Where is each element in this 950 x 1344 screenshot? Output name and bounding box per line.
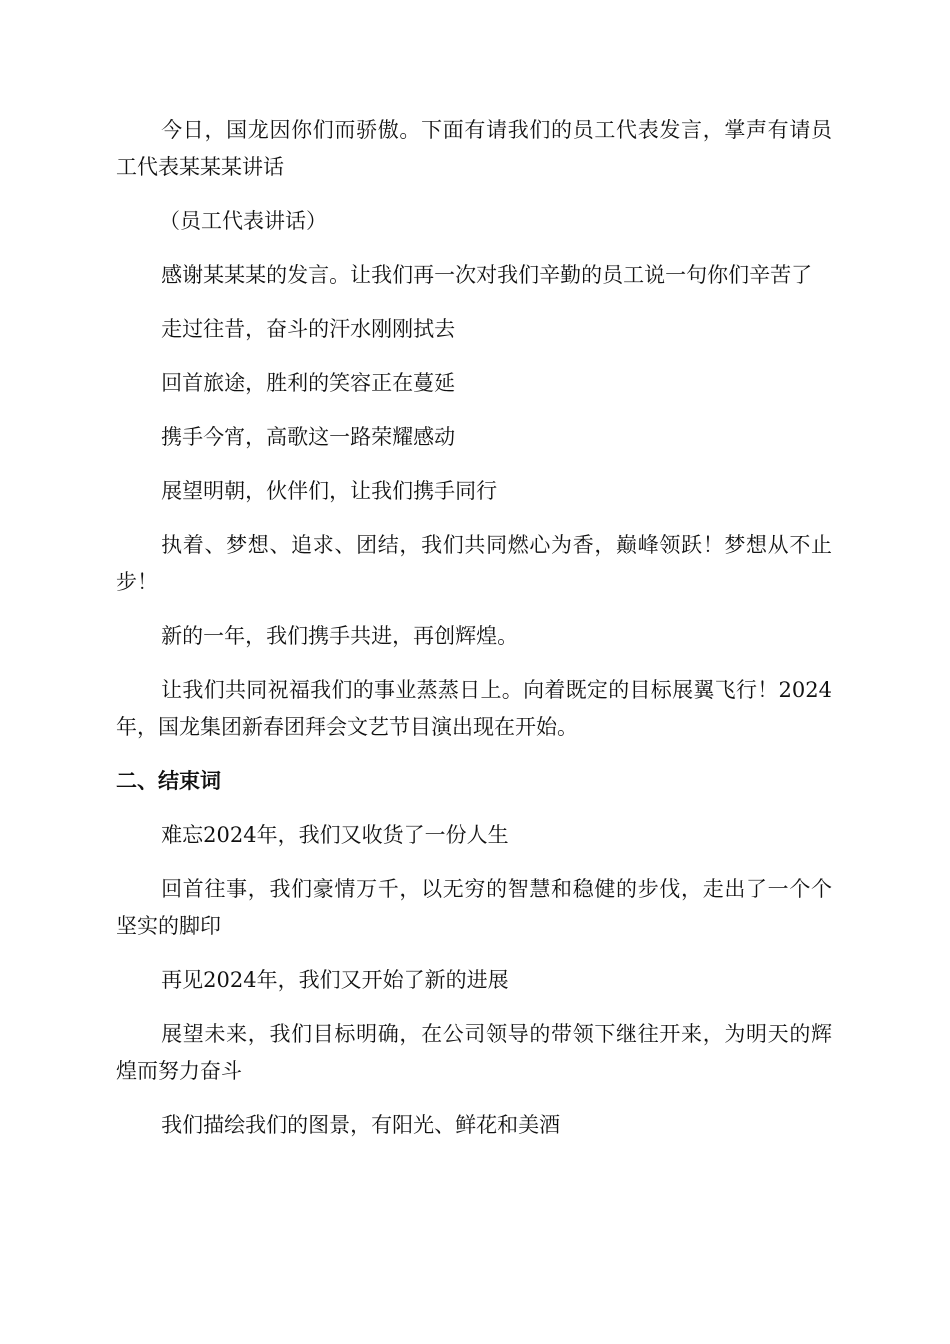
paragraph-closing-4: 展望未来，我们目标明确，在公司领导的带领下继往开来，为明天的辉煌而努力奋斗 — [116, 1022, 832, 1083]
paragraph-stage-note: （员工代表讲话） — [159, 209, 328, 233]
paragraph-thanks: 感谢某某某的发言。让我们再一次对我们辛勤的员工说一句你们辛苦了 — [161, 263, 813, 287]
paragraph-slogan: 执着、梦想、追求、团结，我们共同燃心为香，巅峰领跃！梦想从不止步！ — [116, 533, 832, 594]
paragraph-new-year: 新的一年，我们携手共进，再创辉煌。 — [161, 624, 519, 648]
paragraph-verse-3: 携手今宵，高歌这一路荣耀感动 — [161, 425, 456, 449]
section-heading: 二、结束词 — [116, 769, 221, 793]
paragraph-verse-1: 走过往昔，奋斗的汗水刚刚拭去 — [161, 317, 456, 341]
paragraph-closing-2: 回首往事，我们豪情万千，以无穷的智慧和稳健的步伐，走出了一个个坚实的脚印 — [116, 877, 832, 938]
paragraph-closing-3: 再见2024年，我们又开始了新的进展 — [161, 968, 509, 992]
paragraph-employee-representative-intro: 今日，国龙因你们而骄傲。下面有请我们的员工代表发言，掌声有请员工代表某某某讲话 — [116, 118, 832, 179]
paragraph-verse-2: 回首旅途，胜利的笑容正在蔓延 — [161, 371, 456, 395]
document-body — [116, 112, 832, 1161]
paragraph-opening-announcement: 让我们共同祝福我们的事业蒸蒸日上。向着既定的目标展翼飞行！2024年，国龙集团新春团拜会文艺节目演出现在开始。 — [116, 678, 832, 739]
paragraph-closing-5: 我们描绘我们的图景，有阳光、鲜花和美酒 — [161, 1113, 561, 1137]
paragraph-closing-1: 难忘2024年，我们又收货了一份人生 — [161, 823, 509, 847]
paragraph-verse-4: 展望明朝，伙伴们，让我们携手同行 — [161, 479, 498, 503]
